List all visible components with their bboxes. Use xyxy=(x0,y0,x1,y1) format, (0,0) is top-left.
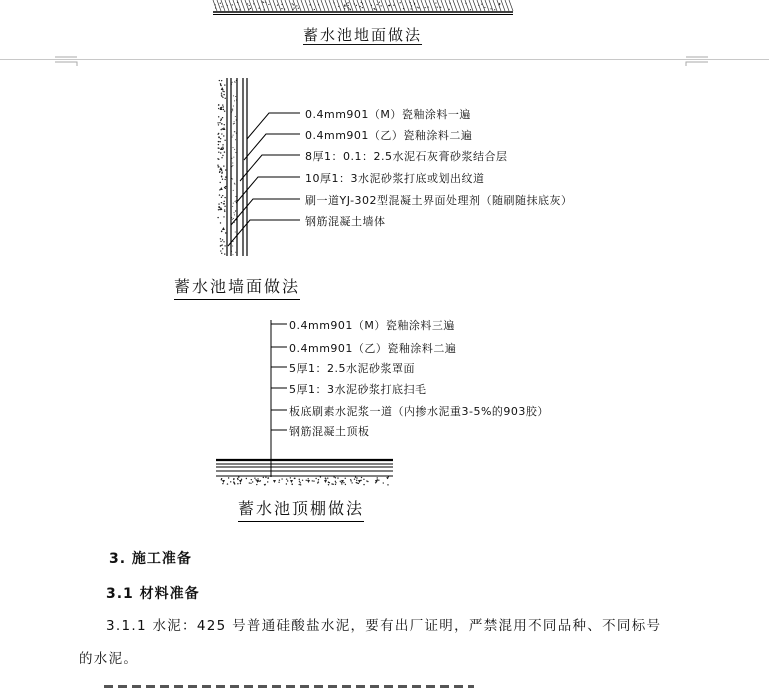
section-heading-3: 3. 施工准备 xyxy=(109,551,192,567)
wall-layer-label: 0.4mm901（乙）瓷釉涂料二遍 xyxy=(305,129,473,142)
ceiling-layer-label: 0.4mm901（乙）瓷釉涂料二遍 xyxy=(289,342,457,355)
wall-section-drawing xyxy=(217,78,300,256)
ceiling-layer-label: 钢筋混凝土顶板 xyxy=(289,425,370,438)
wall-layer-label: 0.4mm901（M）瓷釉涂料一遍 xyxy=(305,108,471,121)
floor-section-drawing xyxy=(213,0,513,15)
section-heading-3-1: 3.1 材料准备 xyxy=(106,586,200,602)
ceiling-layer-label: 5厚1：3水泥砂浆打底扫毛 xyxy=(289,383,427,396)
wall-layer-label: 钢筋混凝土墙体 xyxy=(305,215,386,228)
floor-section-caption: 蓄水池地面做法 xyxy=(303,26,423,44)
ceiling-section-caption: 蓄水池顶棚做法 xyxy=(238,496,364,522)
margin-marks xyxy=(55,57,708,66)
ceiling-layer-label: 5厚1：2.5水泥砂浆罩面 xyxy=(289,362,415,375)
paragraph-line: 的水泥。 xyxy=(79,651,139,667)
cutoff-text-line xyxy=(104,682,474,688)
wall-section-caption: 蓄水池墙面做法 xyxy=(174,274,300,300)
paragraph-line: 3.1.1 水泥：425 号普通硅酸盐水泥，要有出厂证明，严禁混用不同品种、不同标号 xyxy=(106,618,662,634)
wall-layer-label: 8厚1：0.1：2.5水泥石灰膏砂浆结合层 xyxy=(305,150,508,163)
wall-layer-label: 10厚1：3水泥砂浆打底或划出纹道 xyxy=(305,172,485,185)
wall-layer-label: 刷一道YJ-302型混凝土界面处理剂（随刷随抹底灰） xyxy=(305,194,573,207)
ceiling-layer-label: 0.4mm901（M）瓷釉涂料三遍 xyxy=(289,319,455,332)
ceiling-layer-label: 板底刷素水泥浆一道（内掺水泥重3-5%的903胶） xyxy=(289,405,549,418)
